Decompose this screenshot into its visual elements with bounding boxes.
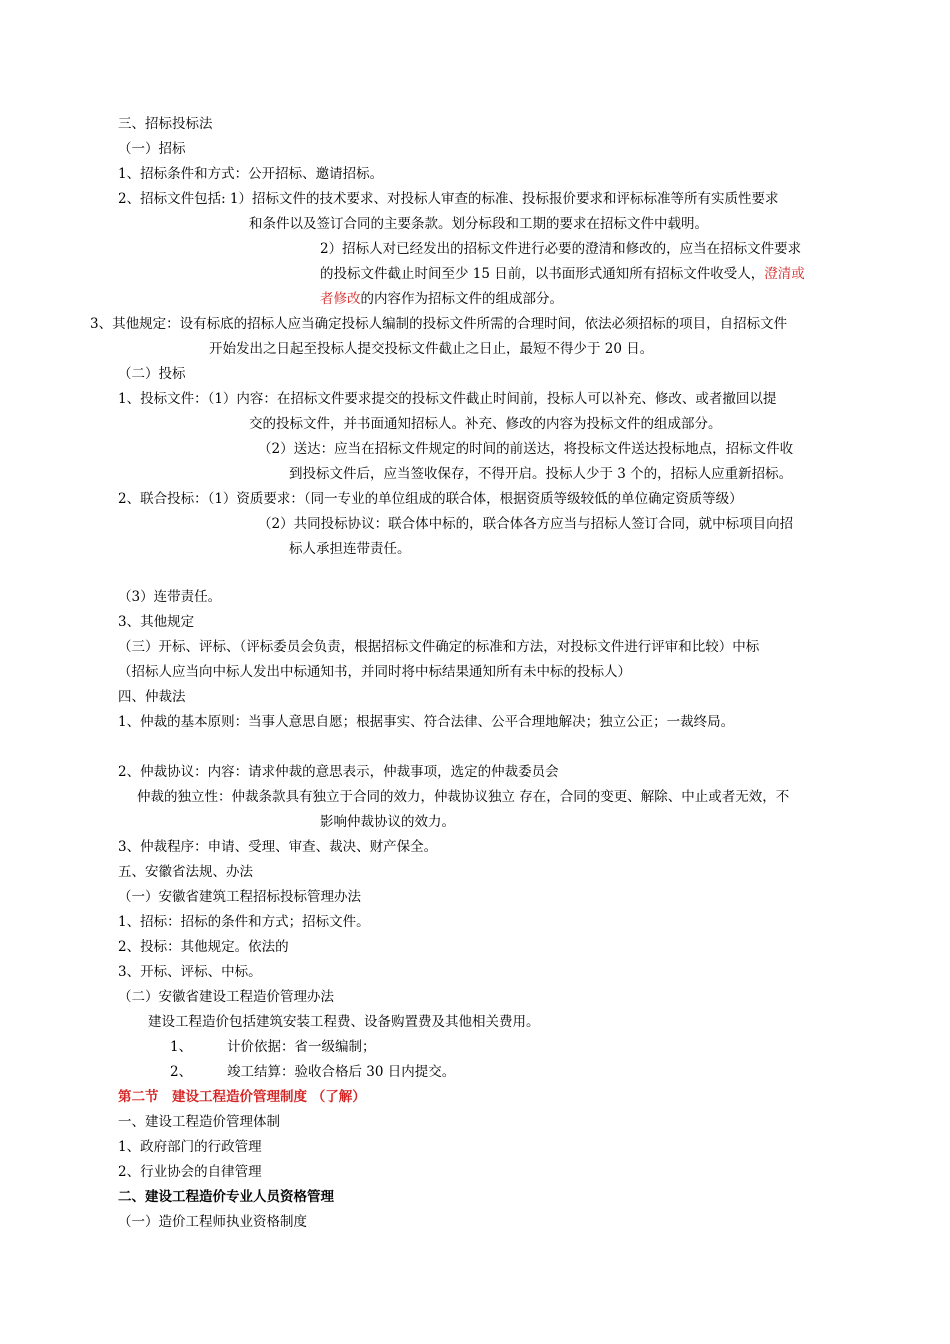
text-line: （2）送达：应当在招标文件规定的时间的前送达，将投标文件送达投标地点，招标文件收 bbox=[258, 441, 794, 457]
text-line: 2、投标：其他规定。依法的 bbox=[118, 939, 289, 955]
text-line: 仲裁的独立性：仲裁条款具有独立于合同的效力，仲裁协议独立 存在，合同的变更、解除、中止或者无效，不 bbox=[137, 789, 790, 805]
heading-bidding-law: 三、招标投标法 bbox=[118, 116, 213, 132]
list-item-number: 1、 bbox=[170, 1039, 193, 1055]
section-title: 第二节 建设工程造价管理制度 （了解） bbox=[118, 1089, 366, 1105]
text-line bbox=[320, 289, 563, 309]
highlight-text: 者修改 bbox=[320, 291, 361, 307]
text-line: 到投标文件后，应当签收保存，不得开启。投标人少于 3 个的，招标人应重新招标。 bbox=[289, 466, 793, 482]
subheading-bidding: （二）投标 bbox=[118, 366, 186, 382]
text-segment: 的内容作为招标文件的组成部分。 bbox=[360, 291, 563, 307]
text-line: （3）连带责任。 bbox=[118, 589, 222, 605]
text-line: （2）共同投标协议：联合体中标的，联合体各方应当与招标人签订合同，就中标项目向招 bbox=[258, 516, 794, 532]
heading-arbitration-law: 四、仲裁法 bbox=[118, 689, 186, 705]
subheading-tendering: （一）招标 bbox=[118, 141, 186, 157]
subheading: （二）安徽省建设工程造价管理办法 bbox=[118, 989, 334, 1005]
heading: 二、建设工程造价专业人员资格管理 bbox=[118, 1189, 334, 1205]
list-item: 计价依据：省一级编制； bbox=[227, 1039, 376, 1055]
text-line: 3、仲裁程序：申请、受理、审查、裁决、财产保全。 bbox=[118, 839, 438, 855]
subheading: （一）造价工程师执业资格制度 bbox=[118, 1214, 307, 1230]
text-line: 1、投标文件：（1）内容：在招标文件要求提交的投标文件截止时间前，投标人可以补充、修改、或者撤回以提 bbox=[118, 391, 777, 407]
text-line: （三）开标、评标、（评标委员会负责，根据招标文件确定的标准和方法，对投标文件进行评审和比较）中标 bbox=[118, 639, 760, 655]
text-line: 1、招标：招标的条件和方式；招标文件。 bbox=[118, 914, 370, 930]
text-line: 建设工程造价包括建筑安装工程费、设备购置费及其他相关费用。 bbox=[148, 1014, 540, 1030]
text-line: 2、行业协会的自律管理 bbox=[118, 1164, 262, 1180]
text-line: 开始发出之日起至投标人提交投标文件截止之日止，最短不得少于 20 日。 bbox=[209, 341, 654, 357]
text-line: 交的投标文件，并书面通知招标人。补充、修改的内容为投标文件的组成部分。 bbox=[249, 416, 722, 432]
text-line: 3、其他规定：设有标底的招标人应当确定投标人编制的投标文件所需的合理时间，依法必须招标的项目，自招标文件 bbox=[90, 316, 788, 332]
text-segment: 的投标文件截止时间至少 15 日前，以书面形式通知所有招标文件收受人， bbox=[320, 266, 765, 282]
text-line: 3、其他规定 bbox=[118, 614, 195, 630]
heading: 一、建设工程造价管理体制 bbox=[118, 1114, 280, 1130]
text-line: 2、招标文件包括: 1）招标文件的技术要求、对投标人审查的标准、投标报价要求和评标标准等所有实质性要求 bbox=[118, 191, 779, 207]
text-line: 标人承担连带责任。 bbox=[289, 541, 411, 557]
highlight-text: 澄清或 bbox=[764, 266, 805, 282]
text-line: 影响仲裁协议的效力。 bbox=[320, 814, 455, 830]
heading-anhui-regulations: 五、安徽省法规、办法 bbox=[118, 864, 253, 880]
text-line: 和条件以及签订合同的主要条款。划分标段和工期的要求在招标文件中载明。 bbox=[249, 216, 708, 232]
text-line: 1、招标条件和方式：公开招标、邀请招标。 bbox=[118, 166, 384, 182]
text-line: 2、仲裁协议：内容：请求仲裁的意思表示，仲裁事项，选定的仲裁委员会 bbox=[118, 764, 559, 780]
subheading: （一）安徽省建筑工程招标投标管理办法 bbox=[118, 889, 361, 905]
list-item-number: 2、 bbox=[170, 1064, 193, 1080]
text-line: （招标人应当向中标人发出中标通知书，并同时将中标结果通知所有未中标的投标人） bbox=[118, 664, 631, 680]
text-line: 2）招标人对已经发出的招标文件进行必要的澄清和修改的，应当在招标文件要求 bbox=[320, 241, 802, 257]
text-line: 1、仲裁的基本原则：当事人意思自愿；根据事实、符合法律、公平合理地解决；独立公正；一裁终局。 bbox=[118, 714, 735, 730]
text-line: 3、开标、评标、中标。 bbox=[118, 964, 262, 980]
text-line bbox=[320, 264, 805, 284]
text-line: 2、联合投标：（1）资质要求：（同一专业的单位组成的联合体，根据资质等级较低的单位确定资质等级） bbox=[118, 491, 743, 507]
list-item: 竣工结算：验收合格后 30 日内提交。 bbox=[227, 1064, 456, 1080]
text-line: 1、政府部门的行政管理 bbox=[118, 1139, 262, 1155]
